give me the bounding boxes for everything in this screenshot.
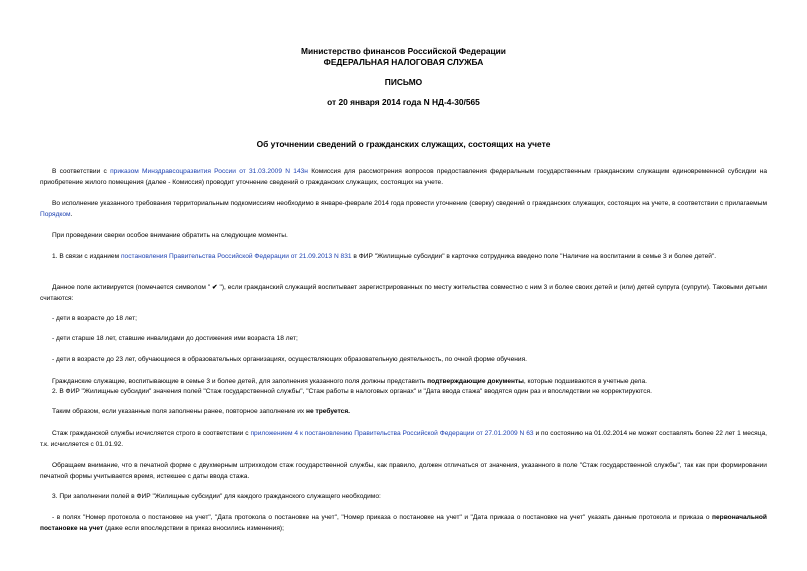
paragraph-1 [40,166,767,188]
order-link[interactable]: приказом Минздравсоцразвития России от 31.03.2009 N 143н [110,168,308,175]
supporting-documents-emphasis: подтверждающие документы [427,378,524,385]
initial-registration-emphasis: первоначальной постановке на учет [40,514,767,532]
document-subject: Об уточнении сведений о гражданских служащих, состоящих на учете [256,139,551,149]
not-required-emphasis: не требуется. [306,408,351,415]
paragraph-5-text-b: "), если гражданский служащий воспитывает зарегистрированных по месту жительства совместно с ним 3 и более своих детей и (или) детей супруга (супруги). Таковыми детьми считаются: [40,284,767,302]
paragraph-5 [40,282,767,304]
paragraph-12 [40,512,767,534]
procedure-link[interactable]: Порядком [40,211,71,218]
paragraph-10: Обращаем внимание, что в печатной форме с двухмерным штрихкодом стаж государственной службы, как правило, должен отличаться от значения, указанного в поле "Стаж государственной службы", так как при формировании печатной формы учитывается время, истекшее с даты ввода стажа. [40,462,767,480]
document-date-number: от 20 января 2014 года N НД-4-30/565 [327,97,480,107]
paragraph-4 [40,251,767,262]
paragraph-8-text-a: Таким образом, если указанные поля заполнены ранее, повторное заполнение их [52,408,307,415]
paragraph-5-text-a: Данное поле активируется (помечается символом " [52,284,211,291]
appendix-link[interactable]: приложением 4 к постановлению Правительства Российской Федерации от 27.01.2009 N 63 [250,430,534,437]
paragraph-12-text-a: - в полях "Номер протокола о постановке на учет", "Дата протокола о постановке на учет", "Номер приказа о постановке на учет" и "Дата приказа о постановке на учет" указать данные протокола и приказа о [52,514,713,521]
list-item: - дети старше 18 лет, ставшие инвалидами до достижения ими возраста 18 лет; [52,335,298,342]
paragraph-9-text-b: и по состоянию на 01.02.2014 не может составлять более 22 лет 1 месяца, т.к. исчисляется с 01.01.92. [40,430,767,448]
service-title: ФЕДЕРАЛЬНАЯ НАЛОГОВАЯ СЛУЖБА [323,57,484,67]
paragraph-3: При проведении сверки особое внимание обратить на следующие моменты. [52,232,288,239]
paragraph-11: 3. При заполнении полей в ФИР "Жилищные субсидии" для каждого гражданского служащего необходимо: [52,493,381,500]
paragraph-4-text-a: 1. В связи с изданием [52,253,121,260]
document-type: ПИСЬМО [384,77,423,87]
list-item: - дети в возрасте до 23 лет, обучающиеся в образовательных организациях, осуществляющих образовательную деятельность, по очной форме обучения. [52,356,528,363]
paragraph-2-text-a: Во исполнение указанного требования территориальным подкомиссиям необходимо в январе-феврале 2014 года провести уточнение (сверку) сведений о гражданских служащих, состоящих на учете, в соответствии с прилагаемым [52,200,767,207]
paragraph-7: 2. В ФИР "Жилищные субсидии" значения полей "Стаж государственной службы", "Стаж работы в налоговых органах" и "Дата ввода стажа" вводятся один раз и впоследствии не корректируются. [52,388,652,395]
paragraph-6-text-a: Гражданские служащие, воспитывающие в семье 3 и более детей, для заполнения указанного поля должны представить [52,378,428,385]
paragraph-12-text-b: (даже если впоследствии в приказ вносились изменения); [103,525,284,532]
list-item: - дети в возрасте до 18 лет; [52,315,137,322]
paragraph-6-text-b: , которые подшиваются в учетные дела. [523,378,648,385]
paragraph-9 [40,428,767,450]
ministry-title: Министерство финансов Российской Федерации [301,46,506,56]
checkmark-icon: ✔ [210,284,220,291]
paragraph-1-text-b: Комиссия для рассмотрения вопросов предоставления федеральным государственным гражданским служащим единовременной субсидии на приобретение жилого помещения (далее - Комиссия) проводит уточнение сведений о гражданских служащих, состоящих на учете. [40,168,767,186]
paragraph-8 [40,406,767,417]
paragraph-2-text-b: . [70,211,73,218]
paragraph-9-text-a: Стаж гражданской службы исчисляется строго в соответствии с [52,430,251,437]
paragraph-4-text-b: в ФИР "Жилищные субсидии" в карточке сотрудника введено поле "Наличие на воспитании в семье 3 и более детей". [351,253,717,260]
paragraph-2 [40,198,767,220]
government-resolution-link[interactable]: постановления Правительства Российской Федерации от 21.09.2013 N 831 [120,253,352,260]
paragraph-1-text-a: В соответствии с [52,168,111,175]
